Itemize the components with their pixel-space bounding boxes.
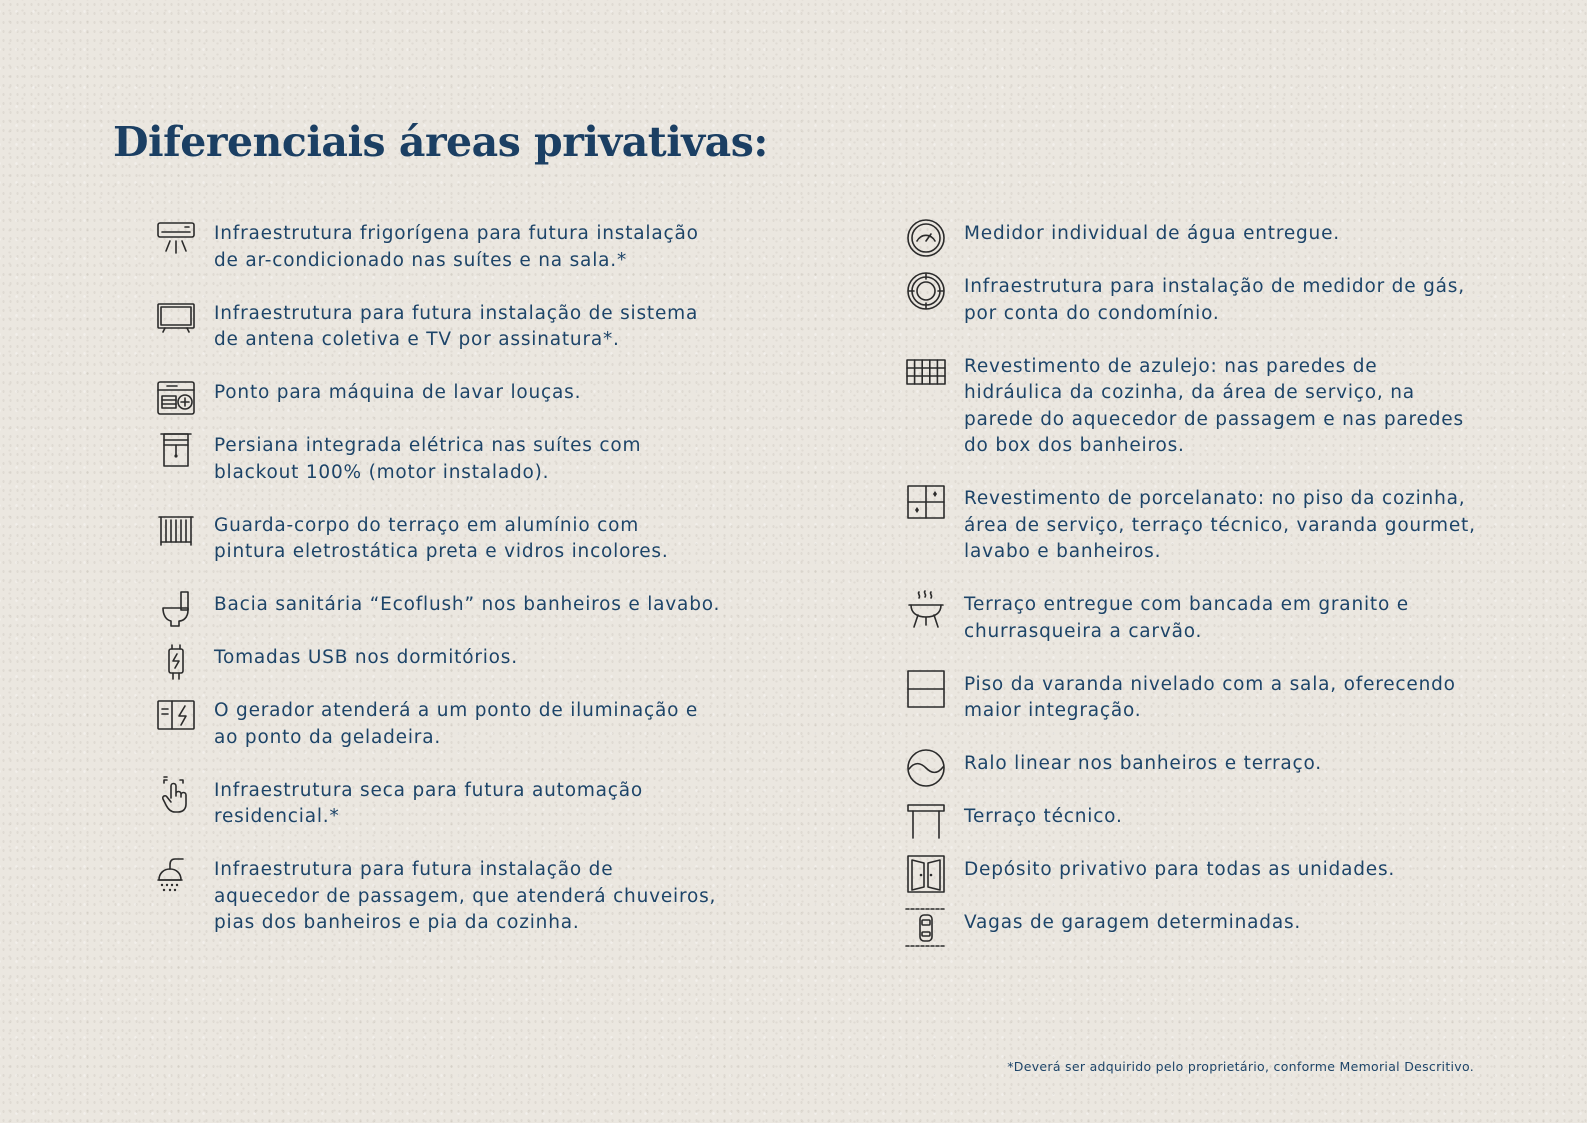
feature-text-line: aquecedor de passagem, que atenderá chuveiros, [214, 885, 717, 907]
feature-text-line: Depósito privativo para todas as unidades. [964, 859, 1396, 880]
feature-text-line: blackout 100% (motor instalado). [214, 461, 550, 483]
feature-text-line: Terraço entregue com bancada em granito e [964, 594, 1409, 615]
feature-text-line: Bacia sanitária “Ecoflush” nos banheiros e lavabo. [214, 594, 721, 615]
page-title: Diferenciais áreas privativas: [113, 118, 768, 166]
water-meter-icon [905, 217, 947, 259]
footnote: *Deverá ser adquirido pelo proprietário, conforme Memorial Descritivo. [1007, 1059, 1474, 1074]
feature-text [214, 645, 518, 672]
feature-text-line: de ar-condicionado nas suítes e na sala.* [214, 249, 627, 271]
feature-text-line: Revestimento de azulejo: nas paredes de [964, 355, 1378, 377]
air-conditioner-icon [155, 217, 197, 259]
feature-text-line: Infraestrutura seca para futura automação [214, 779, 644, 801]
feature-text-line: lavabo e banheiros. [964, 541, 1162, 562]
feature-text-line: Terraço técnico. [964, 806, 1123, 827]
touch-hand-icon [155, 774, 197, 816]
usb-plug-icon [155, 641, 197, 683]
feature-text-line: Infraestrutura para futura instalação de sistema [214, 302, 699, 324]
feature-text-line: Ponto para máquina de lavar louças. [214, 382, 582, 403]
feature-text [214, 433, 641, 486]
wall-tile-icon [905, 350, 947, 392]
feature-text-line: Infraestrutura para futura instalação de [214, 859, 614, 880]
shower-icon [155, 853, 197, 895]
feature-text [214, 301, 698, 354]
feature-text [964, 857, 1395, 884]
feature-text-line: ao ponto da geladeira. [214, 726, 442, 748]
feature-text-line: área de serviço, terraço técnico, varanda gourmet, [964, 514, 1476, 536]
feature-text-line: hidráulica da cozinha, da área de serviço, na [964, 382, 1415, 403]
storage-room-icon [905, 853, 947, 895]
feature-text-line: residencial.* [214, 806, 340, 827]
feature-text-line: Infraestrutura frigorígena para futura instalação [214, 223, 699, 244]
feature-text-line: Piso da varanda nivelado com a sala, oferecendo [964, 673, 1456, 695]
television-icon [155, 297, 197, 339]
dishwasher-icon [155, 376, 197, 418]
technical-terrace-icon [905, 800, 947, 842]
gas-meter-icon [905, 270, 947, 312]
feature-text-line: Ralo linear nos banheiros e terraço. [964, 753, 1322, 774]
feature-text-line: Medidor individual de água entregue. [964, 223, 1340, 244]
feature-text-line: Tomadas USB nos dormitórios. [214, 647, 518, 668]
feature-text [964, 672, 1456, 725]
feature-text [214, 857, 716, 937]
feature-text-line: Persiana integrada elétrica nas suítes com [214, 435, 642, 456]
feature-text-line: pintura eletrostática preta e vidros incolores. [214, 541, 669, 562]
linear-drain-icon [905, 747, 947, 789]
feature-text [964, 592, 1409, 645]
feature-text [214, 380, 581, 407]
toilet-icon [155, 588, 197, 630]
feature-text-line: do box dos banheiros. [964, 435, 1185, 456]
feature-text [214, 513, 669, 566]
feature-text [964, 486, 1476, 566]
feature-text-line: maior integração. [964, 700, 1142, 721]
feature-text-line: churrasqueira a carvão. [964, 620, 1203, 642]
feature-text-line: Infraestrutura para instalação de medidor de gás, [964, 276, 1465, 297]
feature-text [214, 592, 720, 619]
feature-text-line: pias dos banheiros e pia da cozinha. [214, 912, 580, 933]
feature-text [964, 274, 1465, 327]
feature-text [964, 804, 1123, 831]
feature-text-line: parede do aquecedor de passagem e nas paredes [964, 408, 1464, 430]
parking-space-icon [905, 906, 947, 948]
feature-text [964, 910, 1301, 937]
feature-text-line: Vagas de garagem determinadas. [964, 912, 1302, 933]
generator-icon [155, 694, 197, 736]
feature-text [964, 354, 1464, 460]
feature-text-line: por conta do condomínio. [964, 302, 1220, 324]
feature-text [214, 698, 698, 751]
barbecue-grill-icon [905, 588, 947, 630]
porcelain-tile-icon [905, 482, 947, 524]
feature-text-line: O gerador atenderá a um ponto de iluminação e [214, 700, 699, 721]
feature-text [214, 221, 699, 274]
feature-text-line: Guarda-corpo do terraço em alumínio com [214, 514, 640, 536]
window-blind-icon [155, 429, 197, 471]
level-floor-icon [905, 668, 947, 710]
feature-text [964, 751, 1322, 778]
feature-text [964, 221, 1340, 248]
feature-text-line: de antena coletiva e TV por assinatura*. [214, 329, 620, 350]
feature-text-line: Revestimento de porcelanato: no piso da cozinha, [964, 488, 1466, 509]
feature-text [214, 778, 643, 831]
railing-icon [155, 509, 197, 551]
